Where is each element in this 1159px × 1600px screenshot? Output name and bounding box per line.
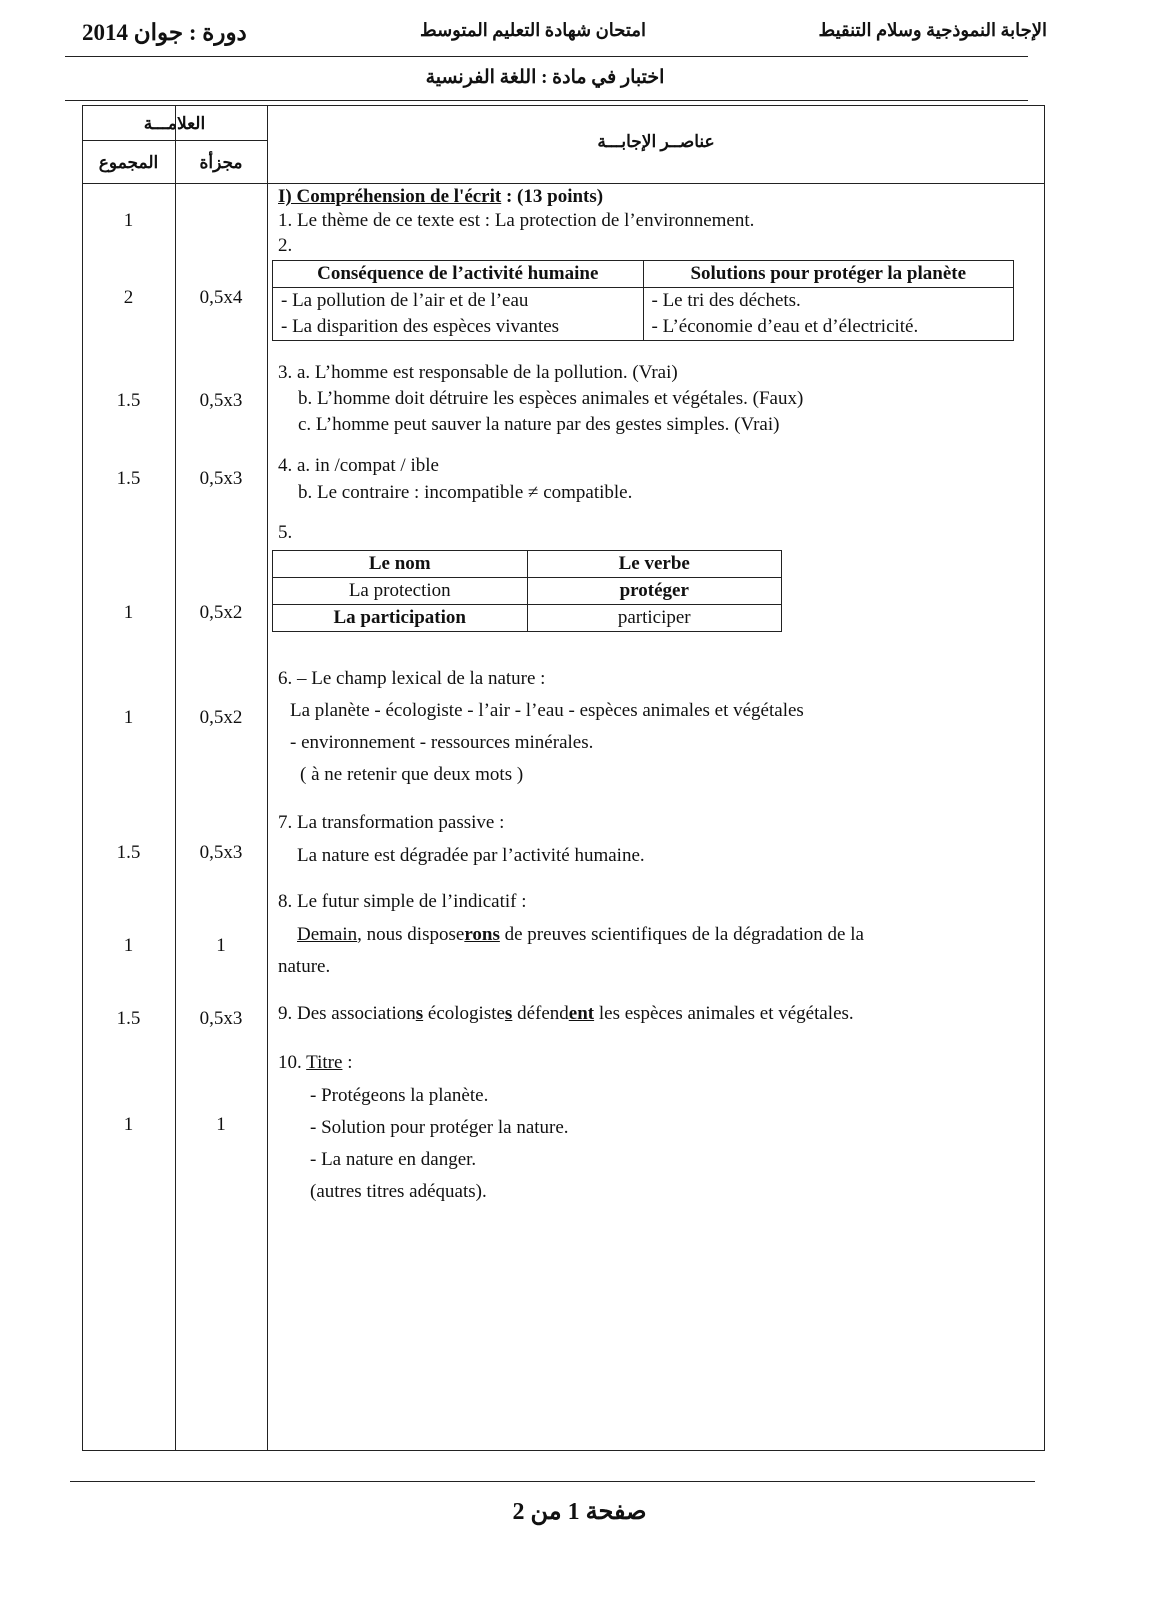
mark-total-q1: 1: [123, 210, 134, 231]
session-label: دورة : جوان 2014: [82, 20, 247, 45]
q10-title-word: Titre: [306, 1052, 343, 1073]
q10-line-3: - La nature en danger.: [310, 1149, 477, 1170]
grade-header: العلامـــة: [143, 114, 206, 133]
q9-text: défend: [512, 1003, 569, 1024]
mark-total-q9: 1.5: [116, 1008, 141, 1029]
q7-title: 7. La transformation passive :: [278, 812, 505, 833]
partial-header: مجزأة: [199, 153, 243, 172]
q8-line-2: nature.: [278, 956, 331, 977]
mark-partial-q5: 0,5x2: [199, 602, 243, 623]
q4-a: 4. a. in /compat / ible: [278, 455, 439, 476]
q8-line-1: [297, 924, 864, 946]
q2-cell: [273, 314, 644, 341]
q4-b: b. Le contraire : incompatible ≠ compatible.: [298, 482, 633, 503]
section-points: : (13 points): [501, 186, 604, 207]
q6-line-3: ( à ne retenir que deux mots ): [300, 764, 524, 785]
mark-partial-q3: 0,5x3: [199, 390, 243, 411]
mark-total-q6: 1: [123, 707, 134, 728]
q2-cell-text: - La pollution de l’air et de l’eau: [281, 290, 529, 311]
q2-cell: [273, 288, 644, 315]
q9-ending: ent: [568, 1003, 595, 1024]
q9-text: écologiste: [423, 1003, 505, 1024]
q8-text: , nous dispose: [357, 924, 465, 945]
q2-cell-text: - La disparition des espèces vivantes: [281, 316, 560, 337]
q2-cell-text: - L’économie d’eau et d’électricité.: [651, 316, 919, 337]
total-header: المجموع: [98, 153, 159, 172]
q2-cell: [643, 288, 1014, 315]
q10-line-1: - Protégeons la planète.: [310, 1085, 489, 1106]
mark-total-q7: 1.5: [116, 842, 141, 863]
q10-colon: :: [342, 1052, 353, 1073]
q5-cell: La protection: [273, 578, 528, 605]
mark-total-q4: 1.5: [116, 468, 141, 489]
q9-text: les espèces animales et végétales.: [594, 1003, 854, 1024]
col-divider-2: [267, 105, 268, 1451]
q10-title: [278, 1052, 352, 1074]
q2-table: [272, 260, 1014, 341]
subject-title: اختبار في مادة : اللغة الفرنسية: [425, 67, 665, 88]
exam-title: امتحان شهادة التعليم المتوسط: [420, 20, 646, 40]
q8-title: 8. Le futur simple de l’indicatif :: [278, 891, 527, 912]
q5-cell: participer: [527, 605, 782, 632]
q6-line-1: La planète - écologiste - l’air - l’eau - espèces animales et végétales: [290, 700, 804, 721]
head-bottom-rule: [82, 183, 1045, 184]
mark-partial-q10: 1: [216, 1114, 226, 1135]
q2-label: 2.: [278, 235, 293, 256]
q8-text-rest: de preuves scientifiques de la dégradation de la: [499, 924, 864, 945]
q9-ending: s: [504, 1003, 513, 1024]
mark-partial-q4: 0,5x3: [199, 468, 243, 489]
answer-key-title: الإجابة النموذجية وسلام التنقيط: [818, 20, 1047, 40]
q5-label: 5.: [278, 522, 293, 543]
q10-line-2: - Solution pour protéger la nature.: [310, 1117, 569, 1138]
mark-partial-q9: 0,5x3: [199, 1008, 243, 1029]
q5-cell: protéger: [527, 578, 782, 605]
q7-line-1: La nature est dégradée par l’activité humaine.: [297, 845, 645, 866]
mark-total-q5: 1: [123, 602, 134, 623]
q6-title: 6. – Le champ lexical de la nature :: [278, 668, 546, 689]
answers-header: عناصــر الإجابـــة: [597, 132, 715, 151]
section-title-text: I) Compréhension de l'écrit: [278, 186, 502, 207]
grade-head-divider: [82, 140, 267, 141]
q2-cell: [643, 314, 1014, 341]
mark-total-q8: 1: [123, 935, 134, 956]
q3-b: b. L’homme doit détruire les espèces animales et végétales. (Faux): [298, 388, 804, 409]
q1-answer: 1. Le thème de ce texte est : La protection de l’environnement.: [278, 210, 755, 231]
q8-ending: rons: [464, 924, 500, 945]
mark-total-q2: 2: [123, 287, 134, 308]
q5-header-verb: Le verbe: [527, 551, 782, 578]
page-number: صفحة 1 من 2: [512, 1499, 647, 1525]
q5-header-noun: Le nom: [273, 551, 528, 578]
section-title: [278, 186, 603, 208]
mark-total-q10: 1: [123, 1114, 134, 1135]
q2-header-solutions: Solutions pour protéger la planète: [643, 261, 1014, 288]
mark-partial-q6: 0,5x2: [199, 707, 243, 728]
mark-total-q3: 1.5: [116, 390, 141, 411]
q3-a: 3. a. L’homme est responsable de la pollution. (Vrai): [278, 362, 678, 383]
q5-table: [272, 550, 782, 632]
q9-text: 9. Des association: [278, 1003, 416, 1024]
q2-cell-text: - Le tri des déchets.: [651, 290, 801, 311]
q8-word-demain: Demain: [297, 924, 358, 945]
q9-ending: s: [415, 1003, 424, 1024]
q6-line-2: - environnement - ressources minérales.: [290, 732, 594, 753]
mark-partial-q8: 1: [216, 935, 226, 956]
mark-partial-q7: 0,5x3: [199, 842, 243, 863]
q9-answer: [278, 1003, 854, 1025]
mark-partial-q2: 0,5x4: [199, 287, 243, 308]
subject-rule: [65, 100, 1028, 101]
header-rule: [65, 56, 1028, 57]
q10-line-4: (autres titres adéquats).: [310, 1181, 487, 1202]
q5-cell: La participation: [273, 605, 528, 632]
q10-number: 10.: [278, 1052, 307, 1073]
q3-c: c. L’homme peut sauver la nature par des gestes simples. (Vrai): [298, 414, 780, 435]
q2-header-consequences: Conséquence de l’activité humaine: [273, 261, 644, 288]
footer-rule: [70, 1481, 1035, 1482]
